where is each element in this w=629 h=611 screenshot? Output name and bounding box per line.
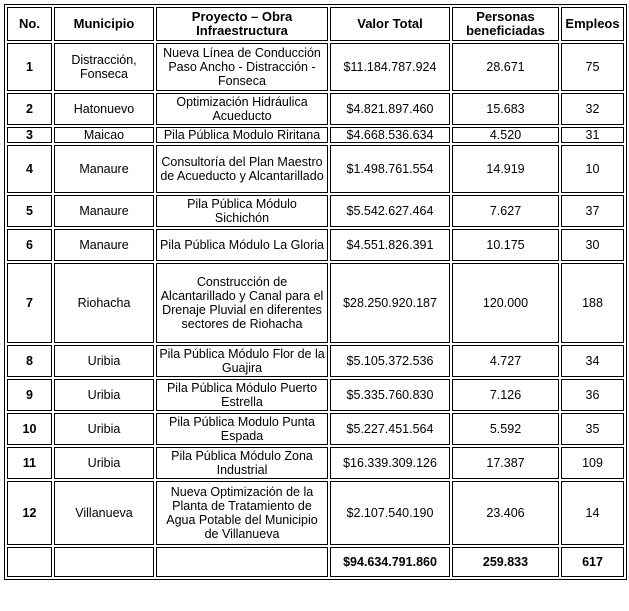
cell-no: 7 [7, 263, 52, 343]
cell-proyecto: Optimización Hidráulica Acueducto [156, 93, 328, 125]
table-row [7, 447, 624, 479]
cell-personas: 5.592 [452, 413, 559, 445]
total-valor: $94.634.791.860 [330, 547, 450, 577]
cell-empleos: 14 [561, 481, 624, 545]
total-empleos: 617 [561, 547, 624, 577]
cell-proyecto: Pila Pública Modulo Riritana [156, 127, 328, 143]
cell-personas: 23.406 [452, 481, 559, 545]
cell-municipio: Manaure [54, 195, 154, 227]
cell-no: 1 [7, 43, 52, 91]
total-empty-cell [156, 547, 328, 577]
cell-proyecto: Pila Pública Módulo Flor de la Guajira [156, 345, 328, 377]
cell-valor: $16.339.309.126 [330, 447, 450, 479]
cell-municipio: Maicao [54, 127, 154, 143]
cell-municipio: Uribia [54, 345, 154, 377]
cell-empleos: 30 [561, 229, 624, 261]
header-valor: Valor Total [330, 7, 450, 41]
cell-personas: 7.126 [452, 379, 559, 411]
cell-personas: 17.387 [452, 447, 559, 479]
cell-proyecto: Pila Pública Módulo La Gloria [156, 229, 328, 261]
cell-no: 5 [7, 195, 52, 227]
table-row [7, 127, 624, 143]
cell-empleos: 32 [561, 93, 624, 125]
cell-personas: 15.683 [452, 93, 559, 125]
cell-no: 11 [7, 447, 52, 479]
header-municipio: Municipio [54, 7, 154, 41]
cell-proyecto: Pila Pública Módulo Sichichón [156, 195, 328, 227]
cell-municipio: Uribia [54, 413, 154, 445]
table-body [7, 43, 624, 577]
header-personas: Personas beneficiadas [452, 7, 559, 41]
cell-empleos: 75 [561, 43, 624, 91]
cell-personas: 120.000 [452, 263, 559, 343]
cell-personas: 4.727 [452, 345, 559, 377]
cell-valor: $4.551.826.391 [330, 229, 450, 261]
table-row [7, 229, 624, 261]
cell-municipio: Uribia [54, 447, 154, 479]
header-row [7, 7, 624, 41]
cell-valor: $5.335.760.830 [330, 379, 450, 411]
projects-table [4, 4, 627, 580]
table-row [7, 195, 624, 227]
total-empty-cell [54, 547, 154, 577]
cell-no: 6 [7, 229, 52, 261]
cell-empleos: 31 [561, 127, 624, 143]
cell-no: 4 [7, 145, 52, 193]
header-empleos: Empleos [561, 7, 624, 41]
cell-proyecto: Pila Pública Módulo Puerto Estrella [156, 379, 328, 411]
table-row [7, 93, 624, 125]
cell-municipio: Riohacha [54, 263, 154, 343]
table-row [7, 263, 624, 343]
cell-personas: 4.520 [452, 127, 559, 143]
cell-valor: $4.821.897.460 [330, 93, 450, 125]
table-row [7, 43, 624, 91]
cell-municipio: Manaure [54, 229, 154, 261]
cell-empleos: 35 [561, 413, 624, 445]
cell-proyecto: Nueva Optimización de la Planta de Tratamiento de Agua Potable del Municipio de Villanueva [156, 481, 328, 545]
table-row [7, 481, 624, 545]
cell-no: 2 [7, 93, 52, 125]
header-proyecto: Proyecto – Obra Infraestructura [156, 7, 328, 41]
cell-empleos: 10 [561, 145, 624, 193]
cell-valor: $5.227.451.564 [330, 413, 450, 445]
cell-empleos: 188 [561, 263, 624, 343]
cell-municipio: Manaure [54, 145, 154, 193]
cell-proyecto: Pila Pública Modulo Punta Espada [156, 413, 328, 445]
cell-no: 10 [7, 413, 52, 445]
totals-row [7, 547, 624, 577]
cell-proyecto: Pila Pública Módulo Zona Industrial [156, 447, 328, 479]
cell-municipio: Distracción, Fonseca [54, 43, 154, 91]
cell-valor: $5.105.372.536 [330, 345, 450, 377]
cell-municipio: Villanueva [54, 481, 154, 545]
cell-valor: $28.250.920.187 [330, 263, 450, 343]
cell-valor: $2.107.540.190 [330, 481, 450, 545]
cell-valor: $11.184.787.924 [330, 43, 450, 91]
cell-no: 3 [7, 127, 52, 143]
cell-proyecto: Consultoría del Plan Maestro de Acueducto y Alcantarillado [156, 145, 328, 193]
cell-no: 9 [7, 379, 52, 411]
cell-personas: 14.919 [452, 145, 559, 193]
cell-valor: $4.668.536.634 [330, 127, 450, 143]
table-row [7, 345, 624, 377]
cell-empleos: 34 [561, 345, 624, 377]
cell-proyecto: Construcción de Alcantarillado y Canal para el Drenaje Pluvial en diferentes sectores de Riohacha [156, 263, 328, 343]
cell-personas: 28.671 [452, 43, 559, 91]
cell-valor: $1.498.761.554 [330, 145, 450, 193]
cell-municipio: Uribia [54, 379, 154, 411]
cell-empleos: 37 [561, 195, 624, 227]
cell-empleos: 36 [561, 379, 624, 411]
cell-personas: 10.175 [452, 229, 559, 261]
cell-personas: 7.627 [452, 195, 559, 227]
header-no: No. [7, 7, 52, 41]
table-row [7, 413, 624, 445]
table-row [7, 145, 624, 193]
cell-municipio: Hatonuevo [54, 93, 154, 125]
total-empty-cell [7, 547, 52, 577]
table-row [7, 379, 624, 411]
total-personas: 259.833 [452, 547, 559, 577]
cell-proyecto: Nueva Línea de Conducción Paso Ancho - Distracción - Fonseca [156, 43, 328, 91]
cell-valor: $5.542.627.464 [330, 195, 450, 227]
cell-no: 12 [7, 481, 52, 545]
cell-empleos: 109 [561, 447, 624, 479]
cell-no: 8 [7, 345, 52, 377]
